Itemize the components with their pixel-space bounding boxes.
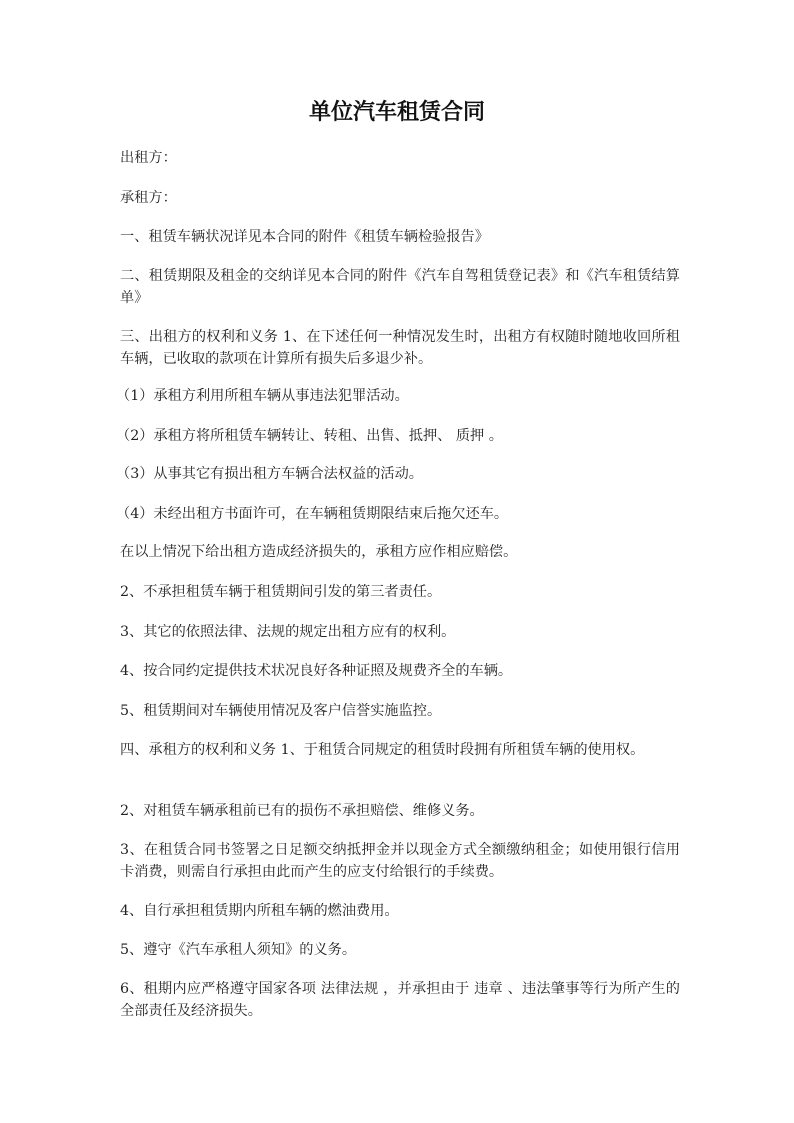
clause-3-compensation: 在以上情况下给出租方造成经济损失的，承租方应作相应赔偿。 [120,544,518,560]
clause-3-point-5: 5、租赁期间对车辆使用情况及客户信誉实施监控。 [120,703,442,719]
clause-2: 二、租赁期限及租金的交纳详见本合同的附件《汽车自驾租赁登记表》和《汽车租赁结算单》 [120,268,680,306]
clause-3-item-1: （1）承租方利用所租车辆从事违法犯罪活动。 [116,388,409,404]
clause-3-point-4: 4、按合同约定提供技术状况良好各种证照及规费齐全的车辆。 [120,663,513,679]
clause-4-point-4: 4、自行承担租赁期内所租车辆的燃油费用。 [120,903,399,919]
clause-4-point-3: 3、在租赁合同书签署之日足额交纳抵押金并以现金方式全额缴纳租金；如使用银行信用卡消费，则需自行承担由此而产生的应支付给银行的手续费。 [120,842,680,880]
clause-3-item-3: （3）从事其它有损出租方车辆合法权益的活动。 [116,466,423,482]
clause-3-item-4: （4）未经出租方书面许可，在车辆租赁期限结束后拖欠还车。 [116,506,509,522]
lessee-field: 承租方： [120,190,177,206]
clause-3: 三、出租方的权利和义务 1、在下述任何一种情况发生时，出租方有权随时随地收回所租车辆，已收取的款项在计算所有损失后多退少补。 [120,329,680,367]
clause-4-point-2: 2、对租赁车辆承租前已有的损伤不承担赔偿、维修义务。 [120,803,484,819]
lessor-field: 出租方： [120,150,177,166]
clause-4-point-6: 6、租期内应严格遵守国家各项 法律法规 ，并承担由于 违章 、违法肇事等行为所产生的全部责任及经济损失。 [120,981,680,1019]
clause-1: 一、租赁车辆状况详见本合同的附件《租赁车辆检验报告》 [120,229,489,245]
clause-4-point-5: 5、遵守《汽车承租人须知》的义务。 [120,942,357,958]
clause-3-item-2: （2）承租方将所租赁车辆转让、转租、出售、抵押、 质押 。 [116,428,503,444]
document-title: 单位汽车租赁合同 [308,99,485,125]
clause-3-point-3: 3、其它的依照法律、法规的规定出租方应有的权利。 [120,624,456,640]
clause-3-point-2: 2、不承担租赁车辆于租赁期间引发的第三者责任。 [120,584,442,600]
clause-4: 四、承租方的权利和义务 1、于租赁合同规定的租赁时段拥有所租赁车辆的使用权。 [120,742,645,758]
